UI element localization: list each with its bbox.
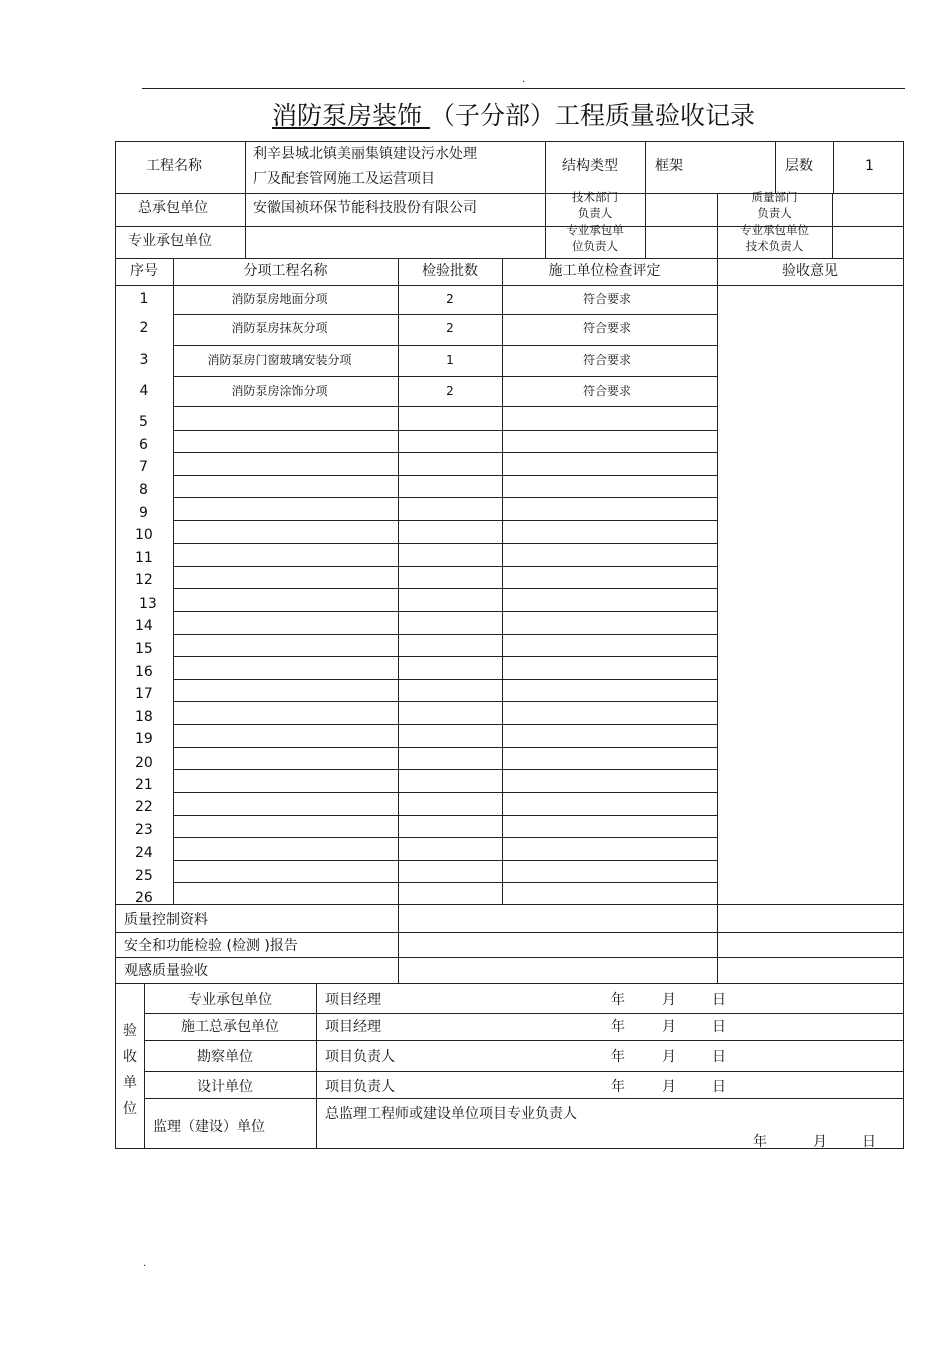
- header-dot: .: [522, 74, 526, 85]
- acceptance-unit: 专业承包单位: [188, 992, 272, 1008]
- tech-dept-head-label-2: 负责人: [577, 206, 613, 220]
- row-batches: 1: [446, 353, 454, 367]
- row-no: 17: [135, 686, 153, 702]
- col-header-evaluation: 施工单位检查评定: [548, 263, 661, 279]
- row-no: 4: [139, 383, 149, 399]
- date-year: 年: [611, 992, 625, 1008]
- row-no: 3: [139, 352, 149, 368]
- row-no: 15: [135, 641, 153, 657]
- row-no: 6: [139, 437, 148, 453]
- project-name-line1: 利辛县城北镇美丽集镇建设污水处理: [253, 146, 477, 162]
- page-title: [272, 101, 755, 131]
- acceptance-role: 项目负责人: [325, 1079, 395, 1095]
- structure-type-label: 结构类型: [562, 158, 618, 174]
- row-no: 2: [139, 320, 149, 336]
- date-month: 月: [662, 1049, 676, 1065]
- row-no: 9: [139, 505, 148, 521]
- date-year: 年: [611, 1079, 625, 1095]
- row-no: 14: [135, 618, 153, 634]
- date-year: 年: [611, 1019, 625, 1035]
- sub-contractor-label: 专业承包单位: [128, 233, 212, 249]
- supervision-role: 总监理工程师或建设单位项目专业负责人: [325, 1106, 577, 1122]
- title-underlined: 消防泵房装饰: [272, 101, 430, 130]
- floors-label: 层数: [785, 158, 813, 174]
- row-no: 21: [135, 777, 153, 793]
- acceptance-vertical-char: 位: [123, 1101, 137, 1117]
- row-no: 25: [135, 868, 153, 884]
- quality-dept-head-label-1: 质量部门: [751, 190, 798, 204]
- supervision-unit: 监理（建设）单位: [153, 1119, 265, 1135]
- row-batches: 2: [446, 292, 454, 306]
- date-day: 日: [712, 1049, 726, 1065]
- date-day: 日: [712, 1019, 726, 1035]
- row-no: 13: [139, 596, 157, 612]
- project-name-line2: 厂及配套管网施工及运营项目: [253, 171, 435, 187]
- row-evaluation: 符合要求: [582, 321, 631, 335]
- acceptance-role: 项目负责人: [325, 1049, 395, 1065]
- row-no: 7: [139, 459, 148, 475]
- sub-unit-tech-head-label-1: 专业承包单位: [740, 223, 809, 237]
- row-no: 20: [135, 755, 153, 771]
- row-no: 18: [135, 709, 153, 725]
- acceptance-unit: 设计单位: [197, 1079, 253, 1095]
- row-no: 5: [139, 414, 148, 430]
- row-item-name: 消防泵房门窗玻璃安装分项: [207, 353, 352, 367]
- acceptance-vertical-char: 验: [123, 1023, 137, 1039]
- row-item-name: 消防泵房地面分项: [231, 292, 328, 306]
- row-no: 26: [135, 890, 153, 906]
- date-day: 日: [712, 992, 726, 1008]
- row-no: 24: [135, 845, 153, 861]
- tech-dept-head-label-1: 技术部门: [572, 190, 618, 204]
- acceptance-unit: 施工总承包单位: [181, 1019, 279, 1035]
- date-month: 月: [813, 1134, 827, 1150]
- col-header-no: 序号: [130, 263, 158, 279]
- quality-control-label: 质量控制资料: [124, 912, 208, 928]
- acceptance-vertical-char: 单: [123, 1075, 137, 1091]
- acceptance-role: 项目经理: [325, 1019, 381, 1035]
- appearance-label: 观感质量验收: [124, 963, 208, 979]
- general-contractor-label: 总承包单位: [138, 200, 208, 216]
- acceptance-role: 项目经理: [325, 992, 381, 1008]
- row-no: 11: [135, 550, 153, 566]
- row-no: 10: [135, 527, 153, 543]
- row-batches: 2: [446, 321, 454, 335]
- sub-unit-tech-head-label-2: 技术负责人: [745, 239, 804, 253]
- col-header-opinion: 验收意见: [782, 263, 838, 279]
- col-header-batches: 检验批数: [422, 263, 478, 279]
- row-no: 12: [135, 572, 153, 588]
- sub-unit-head-label-2: 位负责人: [572, 239, 618, 253]
- row-no: 19: [135, 731, 153, 747]
- footer-dot: .: [143, 1258, 147, 1269]
- col-header-item-name: 分项工程名称: [243, 263, 328, 279]
- row-no: 22: [135, 799, 153, 815]
- quality-dept-head-label-2: 负责人: [757, 206, 792, 220]
- acceptance-vertical-char: 收: [123, 1049, 137, 1065]
- header-rule: [142, 88, 905, 89]
- project-name-label: 工程名称: [146, 158, 202, 174]
- row-no: 16: [135, 664, 153, 680]
- row-item-name: 消防泵房抹灰分项: [231, 321, 328, 335]
- general-contractor-value: 安徽国祯环保节能科技股份有限公司: [253, 200, 477, 216]
- date-day: 日: [712, 1079, 726, 1095]
- row-evaluation: 符合要求: [582, 292, 631, 306]
- floors-value: 1: [865, 158, 874, 174]
- date-month: 月: [662, 1079, 676, 1095]
- date-month: 月: [662, 992, 676, 1008]
- row-evaluation: 符合要求: [582, 384, 631, 398]
- title-rest: （子分部）工程质量验收记录: [429, 101, 755, 130]
- safety-report-label: 安全和功能检验 (检测 )报告: [124, 938, 298, 954]
- date-day: 日: [862, 1134, 876, 1150]
- row-item-name: 消防泵房涂饰分项: [231, 384, 328, 398]
- date-month: 月: [662, 1019, 676, 1035]
- row-no: 1: [139, 291, 149, 307]
- date-year: 年: [611, 1049, 625, 1065]
- structure-type-value: 框架: [655, 158, 683, 174]
- date-year: 年: [753, 1134, 767, 1150]
- row-no: 8: [139, 482, 148, 498]
- row-batches: 2: [446, 384, 454, 398]
- row-no: 23: [135, 822, 153, 838]
- acceptance-unit: 勘察单位: [197, 1049, 253, 1065]
- sub-unit-head-label-1: 专业承包单: [566, 223, 624, 237]
- row-evaluation: 符合要求: [582, 353, 631, 367]
